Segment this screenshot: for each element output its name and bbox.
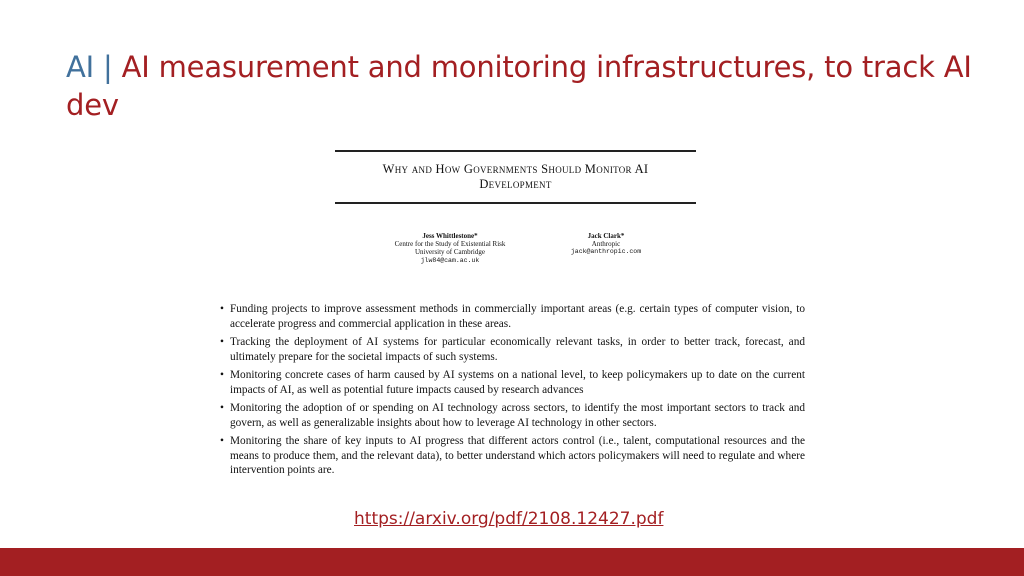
bullet-icon: • — [220, 435, 224, 447]
author-email: jlw84@cam.ac.uk — [420, 256, 480, 264]
bullet-list — [220, 302, 805, 482]
author-name: Jack Clark* — [587, 232, 625, 240]
list-item — [220, 401, 805, 430]
bullet-text: Tracking the deployment of AI systems for particular economically relevant tasks, in order to better track, forecast, and ultimately prepare for the societal impacts of such systems. — [230, 336, 805, 363]
title-text: AI measurement and monitoring infrastructures, to track AI dev — [66, 50, 972, 122]
bullet-text: Monitoring the share of key inputs to AI progress that different actors control (i.e., talent, computational resources and the means to produce them, and the relevant data), to better understand which actors policymakers will need to regulate and where intervention points are. — [230, 435, 805, 476]
author-affiliation: Centre for the Study of Existential Risk — [394, 240, 506, 249]
author-block — [550, 232, 662, 257]
bullet-text: Funding projects to improve assessment methods in commercially important areas (e.g. certain types of computer vision, to accelerate progress and commercial application in these areas. — [230, 303, 805, 330]
paper-title-line-2: Development — [479, 177, 552, 191]
arxiv-link[interactable]: https://arxiv.org/pdf/2108.12427.pdf — [354, 509, 664, 529]
paper-top-rule — [335, 150, 696, 152]
slide-title — [66, 48, 986, 124]
paper-title-line-1: Why and How Governments Should Monitor AI — [382, 162, 649, 176]
list-item — [220, 434, 805, 478]
paper-bottom-rule — [335, 202, 696, 204]
bullet-text: Monitoring the adoption of or spending on AI technology across sectors, to identify the most important sectors to track and govern, as well as generalizable insights about how to leverage AI technology in other sectors. — [230, 402, 805, 429]
paper-title — [335, 162, 696, 192]
author-affiliation: University of Cambridge — [415, 248, 485, 257]
list-item — [220, 368, 805, 397]
footer-bar — [0, 548, 1024, 576]
bullet-text: Monitoring concrete cases of harm caused by AI systems on a national level, to keep policymakers up to date on the current impacts of AI, as well as potential future impacts caused by research advances — [230, 369, 805, 396]
author-block — [380, 232, 520, 265]
bullet-icon: • — [220, 402, 224, 414]
author-affiliation: Anthropic — [591, 240, 621, 249]
title-prefix: AI | — [66, 50, 113, 84]
list-item — [220, 335, 805, 364]
paper-excerpt-image — [210, 150, 810, 490]
author-email: jack@anthropic.com — [570, 248, 642, 256]
author-name: Jess Whittlestone* — [422, 232, 478, 240]
bullet-icon: • — [220, 369, 224, 381]
list-item — [220, 302, 805, 331]
bullet-icon: • — [220, 336, 224, 348]
bullet-icon: • — [220, 303, 224, 315]
